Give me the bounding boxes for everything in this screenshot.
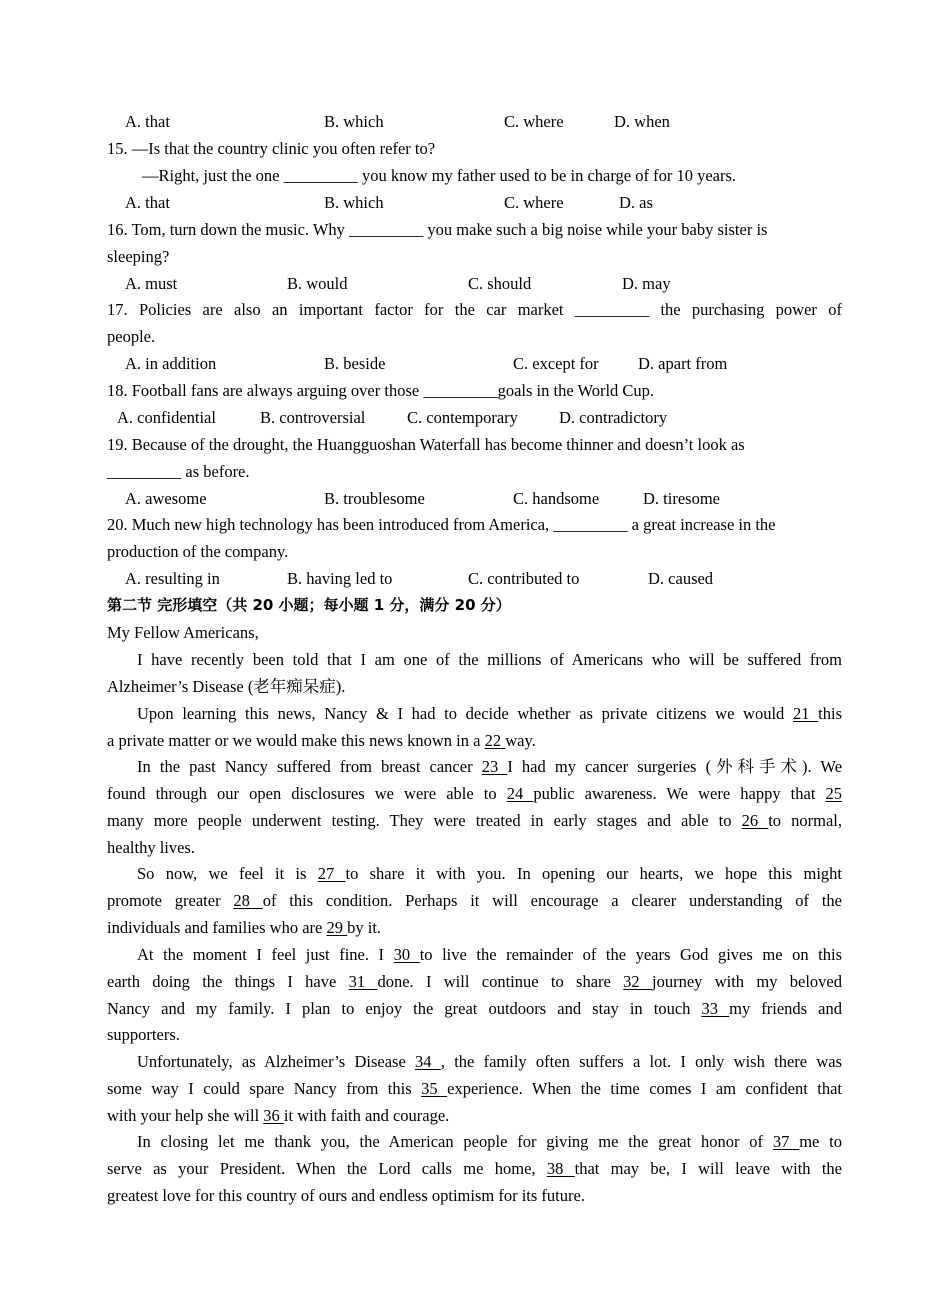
q16-options (107, 270, 842, 297)
q20-option-c: C. contributed to (468, 569, 580, 588)
q15-option-b: B. which (324, 193, 384, 212)
passage-p6-line2 (107, 1075, 842, 1102)
text-span: At the moment I feel just fine. I (137, 945, 394, 964)
q14-option-a: A. that (125, 112, 170, 131)
passage-p1-line2: Alzheimer’s Disease (老年痴呆症). (107, 677, 346, 696)
text-span: many more people underwent testing. They were treated in early stages and able to (107, 811, 742, 830)
text-span: by it. (347, 918, 382, 937)
blank-29[interactable]: 29 (326, 918, 348, 937)
q19-options (107, 485, 842, 512)
q19-option-c: C. handsome (513, 489, 600, 508)
q18-option-a: A. confidential (117, 408, 216, 427)
blank-23[interactable]: 23 (481, 757, 508, 776)
blank-26[interactable]: 26 (741, 811, 769, 830)
text-span: journey with my beloved (652, 972, 843, 991)
text-span: public awareness. We were happy that (533, 784, 826, 803)
q16-option-a: A. must (125, 274, 178, 293)
blank-36[interactable]: 36 (263, 1106, 284, 1125)
q20-options (107, 565, 842, 592)
passage-p4-line2 (107, 887, 842, 914)
blank-34[interactable]: 34 (415, 1052, 441, 1071)
q20-line1: 20. Much new high technology has been introduced from America, _________ a great increase in the (107, 515, 776, 534)
text-span: to live the remainder of the years God gives me on this (419, 945, 842, 964)
blank-27[interactable]: 27 (317, 864, 346, 883)
q19-option-a: A. awesome (125, 489, 207, 508)
q16-line2: sleeping? (107, 247, 170, 266)
q16-line1: 16. Tom, turn down the music. Why _________ you make such a big noise while your baby sister is (107, 220, 768, 239)
text-span: with your help she will (107, 1106, 264, 1125)
q17-option-d: D. apart from (638, 354, 728, 373)
passage-p1-line1: I have recently been told that I am one of the millions of Americans who will be suffered from (137, 650, 842, 669)
q14-options (107, 108, 842, 135)
text-span: way. (505, 731, 536, 750)
passage-p3-line4: healthy lives. (107, 838, 195, 857)
q16-option-d: D. may (622, 274, 671, 293)
q17-line2: people. (107, 327, 156, 346)
q15-option-c: C. where (504, 193, 564, 212)
passage-p5-line3 (107, 995, 842, 1022)
q20-line2: production of the company. (107, 542, 289, 561)
text-span: Upon learning this news, Nancy & I had to decide whether as private citizens we would (137, 704, 793, 723)
blank-21[interactable]: 21 (792, 704, 819, 723)
blank-33[interactable]: 33 (701, 999, 730, 1018)
text-span: Unfortunately, as Alzheimer’s Disease (137, 1052, 416, 1071)
blank-38[interactable]: 38 (546, 1159, 575, 1178)
text-span: I had my cancer surgeries (外科手术). We (507, 757, 843, 776)
salutation: My Fellow Americans, (107, 623, 259, 642)
blank-37[interactable]: 37 (772, 1132, 800, 1151)
blank-22[interactable]: 22 (484, 731, 506, 750)
passage-p6-line1 (107, 1048, 842, 1075)
q14-option-d: D. when (614, 112, 670, 131)
passage-p6-line3 (107, 1102, 842, 1129)
passage-p2-line2 (107, 727, 842, 754)
q15-option-d: D. as (619, 193, 653, 212)
q18-line1: 18. Football fans are always arguing over those _________goals in the World Cup. (107, 381, 655, 400)
q15-stem: 15. —Is that the country clinic you often refer to? (107, 139, 436, 158)
text-span: this (818, 704, 842, 723)
passage-p4-line3 (107, 914, 842, 941)
text-span: my friends and (729, 999, 843, 1018)
section-heading: 第二节 完形填空（共 20 小题；每小题 1 分，满分 20 分） (107, 596, 511, 614)
passage-p5-line2 (107, 968, 842, 995)
blank-31[interactable]: 31 (348, 972, 378, 991)
passage-p3-line2 (107, 780, 842, 807)
q17-options (107, 350, 842, 377)
q18-options (107, 404, 842, 431)
passage-p5-line4: supporters. (107, 1025, 180, 1044)
q19-option-d: D. tiresome (643, 489, 720, 508)
q15-line2: —Right, just the one _________ you know my father used to be in charge of for 10 years. (142, 166, 737, 185)
q16-option-b: B. would (287, 274, 348, 293)
q18-option-b: B. controversial (260, 408, 366, 427)
passage-p7-line3: greatest love for this country of ours and endless optimism for its future. (107, 1186, 585, 1205)
q19-line2: _________ as before. (107, 462, 250, 481)
q18-option-d: D. contradictory (559, 408, 668, 427)
text-span: , the family often suffers a lot. I only wish there was (440, 1052, 842, 1071)
q15-option-a: A. that (125, 193, 170, 212)
text-span: In the past Nancy suffered from breast cancer (137, 757, 482, 776)
text-span: it with faith and courage. (283, 1106, 450, 1125)
passage-p7-line2 (107, 1155, 842, 1182)
q16-option-c: C. should (468, 274, 532, 293)
passage-p3-line3 (107, 807, 842, 834)
blank-25[interactable]: 25 (825, 784, 843, 803)
q14-option-b: B. which (324, 112, 384, 131)
q15-options (107, 189, 842, 216)
text-span: individuals and families who are (107, 918, 327, 937)
blank-24[interactable]: 24 (506, 784, 534, 803)
q19-line1: 19. Because of the drought, the Huangguoshan Waterfall has become thinner and doesn’t look as (107, 435, 745, 454)
text-span: a private matter or we would make this news known in a (107, 731, 485, 750)
q20-option-a: A. resulting in (125, 569, 220, 588)
q17-option-c: C. except for (513, 354, 599, 373)
text-span: to normal, (768, 811, 843, 830)
q14-option-c: C. where (504, 112, 564, 131)
q18-option-c: C. contemporary (407, 408, 518, 427)
text-span: that may be, I will leave with the (574, 1159, 842, 1178)
q17-line1: 17. Policies are also an important factor for the car market _________ the purchasing power of (107, 300, 842, 319)
blank-35[interactable]: 35 (421, 1079, 448, 1098)
passage-p7-line1 (107, 1128, 842, 1155)
q19-option-b: B. troublesome (324, 489, 425, 508)
text-span: earth doing the things I have (107, 972, 349, 991)
text-span: to share it with you. In opening our hearts, we hope this might (345, 864, 842, 883)
text-span: done. I will continue to share (377, 972, 624, 991)
text-span: experience. When the time comes I am confident that (447, 1079, 843, 1098)
q17-option-b: B. beside (324, 354, 386, 373)
q20-option-d: D. caused (648, 569, 714, 588)
blank-32[interactable]: 32 (623, 972, 652, 991)
q17-option-a: A. in addition (125, 354, 217, 373)
text-span: Nancy and my family. I plan to enjoy the great outdoors and stay in touch (107, 999, 702, 1018)
passage-p5-line1 (107, 941, 842, 968)
text-span: promote greater (107, 891, 234, 910)
passage-p2-line1 (107, 700, 842, 727)
text-span: me to (799, 1132, 843, 1151)
passage-p3-line1 (107, 753, 842, 780)
blank-28[interactable]: 28 (233, 891, 263, 910)
text-span: So now, we feel it is (137, 864, 318, 883)
text-span: serve as your President. When the Lord calls me home, (107, 1159, 547, 1178)
text-span: some way I could spare Nancy from this (107, 1079, 422, 1098)
blank-30[interactable]: 30 (393, 945, 420, 964)
text-span: In closing let me thank you, the American people for giving me the great honor of (137, 1132, 773, 1151)
q20-option-b: B. having led to (287, 569, 393, 588)
text-span: of this condition. Perhaps it will encourage a clearer understanding of the (262, 891, 843, 910)
text-span: found through our open disclosures we were able to (107, 784, 507, 803)
passage-p4-line1 (107, 860, 842, 887)
